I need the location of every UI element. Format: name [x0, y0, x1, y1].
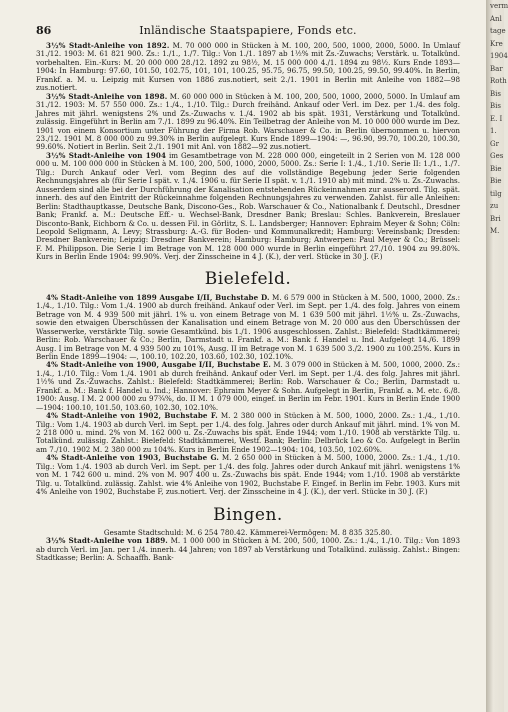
- loan-entry: [36, 361, 460, 412]
- loan-entry: [36, 152, 460, 262]
- loan-entry: [36, 412, 460, 454]
- entry-lead: 4% Stadt-Anleihe von 1900, Ausgabe I/II, Buchstabe E.: [46, 360, 271, 370]
- gutter-fragment: Bie: [490, 177, 502, 185]
- gutter-fragment: tage: [490, 27, 506, 35]
- section-intro: Gesamte Stadtschuld: M. 6 254 780.42. Kämmerei-Vermögen: M. 8 835 325.80.: [103, 527, 393, 537]
- entry-lead: 3½% Stadt-Anleihe von 1889.: [46, 536, 168, 546]
- gutter-fragment: Roth: [490, 77, 507, 85]
- section-title-bingen: Bingen.: [213, 504, 283, 525]
- gutter-fragment: Bie: [490, 164, 502, 173]
- section-bingen: [36, 529, 460, 563]
- section-title-bielefeld: Bielefeld.: [204, 268, 292, 289]
- gutter-fragment: 1904: [490, 52, 508, 60]
- entry-text: im Gesamtbetrage von M. 228 000 000, eingeteilt in 2 Serien von M. 128 000 000 u. M. 100 000 000 in Stücken à M. 100, 200, 500, 1000, 2000, 5000. Zs.: Serie I: 1./4., 1./10. Serie II: 1./1., 1./7. Tilg.: Durch Ankauf oder Verl. vom Beginn des auf die vollständige Begebung jeder Serie folgenden Rechnungsjahres ab (für Serie I spät. v. 1./4. 1906 u. für Serie II spät. v. 1./1. 1910 ab) mit mind. 2% u. Zs.-Zuwachs. Ausserdem sind alle bei der Durchführung der Kanalisation entstehenden Rückeinnahmen zur ausserord. Tilg. spät. innerh. des auf den Eintritt der Rückeinnahme folgenden Rechnungsjahres zu verwenden. Zahlst. für alle Anleihen: Berlin: Stadthauptkasse, Deutsche Bank, Discono-Ges., Rob. Warschauer & Co., Nationalbank f. Deutschl., Dresdner Bank; Frankf. a. M.: Deutsche Eff.- u. Wechsel-Bank, Dresdner Bank; Breslau: Schles. Bankverein, Breslauer Disconto-Bank, Eichborn & Co. u. dessen Fil. in Görlitz, S. L. Landsberger; Hannover: Ephraim Meyer & Sohn; Cöln: Leopold Seligmann, A. Levy; Strassburg: A.-G. für Boden- und Kommunalkredit; Hamburg: Vereinsbank; Dresden: Dresdner Bankverein; Leipzig: Dresdner Bankverein; Hamburg: Hamburg; Antwerpen: Paul Meyer & Co.; Brüssel: F. M. Philippson. Die Serie I im Betrage von M. 128 000 000 wurde in Berlin eingeführt 27./10. 1904 zu 99.80%. Kurs in Berlin Ende 1904: 99.90%. Verj. der Zinsscheine in 4 J. (K.), der verl. Stücke in 30 J. (F.): [36, 150, 460, 262]
- loan-entry: [36, 537, 460, 562]
- entry-text: M. 2 380 000 in Stücken à M. 500, 1000, 2000. Zs.: 1./4., 1./10. Tilg.: Vom 1./4. 1903 ab durch Verl. im Sept. per 1./4. des folg. Jahres oder durch Ankauf mit jährl. mind. 1% von M. 2 218 000 u. mind. 2% von M. 162 000 u. Zs.-Zuwachs bis spät. Ende 1944; vom 1./10. 1908 ab verstärkte Tilg. u. Totalkünd. zulässig. Zahlst.: Bielefeld: Stadtkämmerei, Westf. Bank; Berlin: Delbrück Leo & Co. Aufgelegt in Berlin am 7./10. 1902 M. 2 380 000 zu 104%. Kurs in Berlin Ende 1902—1904: 104, 103.50, 102.60%.: [36, 411, 460, 454]
- gutter-fragment: Bis: [490, 102, 501, 110]
- loan-entry: [36, 294, 460, 362]
- gutter-fragment: tilg: [490, 189, 502, 198]
- entry-lead: 3½% Stadt-Anleihe von 1892.: [46, 41, 170, 50]
- facing-page-edge: [486, 0, 508, 712]
- loan-entry: [36, 93, 460, 152]
- entry-lead: 4% Stadt-Anleihe von 1899 Ausgabe I/II, Buchstabe D.: [46, 292, 270, 302]
- entry-lead: 3½% Stadt-Anleihe von 1898.: [46, 91, 168, 101]
- gutter-fragment: Bis: [490, 89, 501, 98]
- gutter-fragment: Bar: [490, 64, 503, 73]
- gutter-fragment: E. I: [490, 114, 503, 123]
- gutter-fragment: 1.: [490, 127, 497, 135]
- gutter-fragment: Ges: [490, 152, 504, 160]
- entry-text: M. 3 079 000 in Stücken à M. 500, 1000, 2000. Zs.: 1./4., 1./10. Tilg.: Vom 1./4. 1901 ab durch freihänd. Ankauf oder Verl. im Sept. per 1./4. des folg. Jahres mit jährl. 1½% und Zs.-Zuwachs. Zahlst.: Bielefeld: Stadtkämmerei; Berlin: Rob. Warschauer & Co.; Berlin, Darmstadt u. Frankf. a. M.: Bank f. Handel u. Ind.; Hannover: Ephraim Meyer & Sohn. Aufgelegt in Berlin, Frankf. a. M. etc. 6./8. 1900: Ausg. I M. 2 000 000 zu 97¾%, do. II M. 1 079 000, eingef. in Berlin im Febr. 1901. Kurs in Berlin Ende 1900—1904: 100.10, 101.50, 103.60, 102.30, 102.10%.: [36, 360, 460, 412]
- section-bielefeld: [36, 294, 460, 497]
- gutter-fragment: Kre: [490, 39, 503, 48]
- entry-text: M. 2 650 000 in Stücken à M. 500, 1000, 2000. Zs.: 1./4., 1./10. Tilg.: Vom 1./4. 1903 ab durch Verl. im Sept. per 1./4. des folg. Jahres oder durch Ankauf mit jährl. wenigstens 1% von M. 1 742 600 u. mind. 2% von M. 907 400 u. Zs.-Zuwachs bis spät. Ende 1944; vom 1./10. 1908 ab verstärkte Tilg. u. Totalkünd. zulässig. Zahlst. wie 4% Anleihe von 1902, Buchstabe F. Eingef. in Berlin im Febr. 1903. Kurs mit 4% Anleihe von 1902, Buchstabe F, zus.notiert. Verj. der Zinsscheine in 4 J. (K.), der verl. Stücke in 30 J. (F.): [36, 453, 460, 497]
- page-number: 86: [36, 24, 52, 37]
- loan-entry: [36, 454, 460, 496]
- loan-entry: [36, 42, 460, 93]
- entry-lead: 4% Stadt-Anleihe von 1903, Buchstabe G.: [46, 453, 219, 463]
- gutter-fragment: Gr: [490, 139, 499, 148]
- page-body: [36, 42, 460, 562]
- gutter-fragment: Bri: [490, 214, 501, 223]
- entry-text: M. 6 579 000 in Stücken à M. 500, 1000, 2000. Zs.: 1./4., 1./10. Tilg.: Vom 1./4. 1900 ab durch freihänd. Ankauf oder Verl. im Sept. per 1./4. des folg. Jahres von einem Betrage von M. 4 939 500 mit jährl. 1% u. von einem Betrage von M. 1 639 500 mit jährl. 1½% u. Zs.-Zuwachs, sowie den etwaigen Überschüssen der Kanalisation und einem Betrage von M. 20 000 aus den Überschüssen der Wasserwerke, verstärkte Tilg. sowie Gesamtkünd. bis 1./1. 1906 ausgeschlossen. Zahlst.: Bielefeld: Stadtkämmerei; Berlin: Rob. Warschauer & Co.; Berlin, Darmstadt u. Frankf. a. M.: Bank f. Handel u. Ind. Aufgelegt 14./6. 1899 Ausg. I im Betrage von M. 4 939 500 zu 101%, Ausg. II im Betrage von M. 1 639 500 3./2. 1900 zu 100.25%. Kurs in Berlin Ende 1899—1904: —, 100.10, 102.20, 103.60, 102.30, 102.10%.: [36, 292, 460, 361]
- page-header: [36, 24, 460, 38]
- gutter-fragment: zu: [490, 202, 499, 210]
- gutter-fragment: Anl: [490, 14, 502, 23]
- gutter-fragment: verm: [490, 2, 508, 10]
- entry-text: M. 70 000 000 in Stücken à M. 100, 200, 500, 1000, 2000, 5000. In Umlauf 31./12. 1903: M. 61 821 900. Zs.: 1./1., 1./7. Tilg.: Von 1./1. 1897 ab 1½% mit Zs.-Zuwachs; Verstärk. u. Totalkünd. vorbehalten. Ein.-Kurs: M. 20 000 000 28./12. 1892 zu 98½, M. 15 000 000 4./1. 1894 zu 98½. Kurs Ende 1893—1904: In Hamburg: 97.60, 101.50, 102.75, 101, 101, 100.25, 95.75, 96.75, 99.50, 100.25, 99.50, 99.40%. In Berlin, Frankf. a. M. u. Leipzig mit Kursen von 1886 zus.notiert, seit 2./1. 1901 in Berlin mit Anleihe von 1882—98 zus.notiert.: [36, 41, 460, 93]
- entry-text: M. 1 000 000 in Stücken à M. 200, 500, 1000. Zs.: 1./4., 1./10. Tilg.: Von 1893 ab durch Verl. im Jan. per 1./4. innerh. 44 Jahren; von 1897 ab Verstärkung und Totalkünd. zulässig. Zahlst.: Bingen: Stadtkasse; Berlin: A. Schaaffh. Bank-: [36, 536, 460, 563]
- gutter-fragment: M.: [490, 227, 500, 235]
- entry-lead: 3½% Stadt-Anleihe von 1904: [46, 150, 167, 160]
- entry-text: M. 60 000 000 in Stücken à M. 100, 200, 500, 1000, 2000, 5000. In Umlauf am 31./12. 1903: M. 57 550 000. Zs.: 1./4., 1./10. Tilg.: Durch freihänd. Ankauf oder Verl. im Dez. per 1./4. des folg. Jahres mit jährl. wenigstens 2% und Zs.-Zuwachs v. 1./4. 1902 ab bis spät. 1931, Verstärkung und Totalkünd. zulässig. Eingeführt in Berlin am 7./1. 1899 zu 96.40%. Ein Teilbetrag der Anleihe von M. 10 000 000 wurde im Dez. 1901 von einem Konsortium unter Führung der Firma Rob. Warschauer & Co. in Berlin übernommen u. hiervon 23./12. 1901 M. 8 000 000 zu 99.30% in Berlin aufgelegt. Kurs Ende 1899—1904: —, 96.90, 99.70, 100.20, 100.30, 99.60%. Notiert in Berlin. Seit 2./1. 1901 mit Anl. von 1882—92 zus.notiert.: [36, 91, 461, 152]
- section-loan-list: [36, 42, 460, 262]
- running-title: Inländische Staatspapiere, Fonds etc.: [139, 24, 357, 37]
- entry-lead: 4% Stadt-Anleihe von 1902, Buchstabe F.: [46, 411, 218, 421]
